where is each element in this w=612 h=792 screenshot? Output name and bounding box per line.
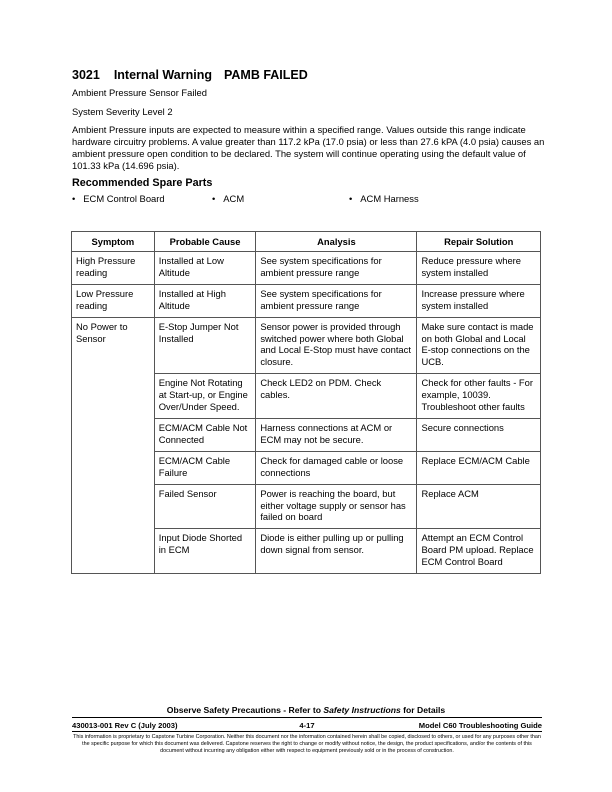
- solution-cell: Make sure contact is made on both Global and Local E-stop connections on the UCB.: [417, 317, 541, 374]
- header-repair-solution: Repair Solution: [417, 232, 541, 252]
- symptom-cell: [72, 418, 155, 451]
- cause-cell: Installed at High Altitude: [154, 284, 256, 317]
- analysis-cell: Check LED2 on PDM. Check cables.: [256, 374, 417, 419]
- footer-divider: [72, 717, 542, 718]
- cause-cell: ECM/ACM Cable Not Connected: [154, 418, 256, 451]
- event-name: PAMB FAILED: [223, 68, 308, 82]
- spare-part-item: • ACM: [212, 193, 245, 204]
- analysis-cell: Harness connections at ACM or ECM may not be secure.: [256, 418, 417, 451]
- solution-cell: Reduce pressure where system installed: [417, 252, 541, 285]
- table-row: [72, 529, 541, 574]
- solution-cell: Attempt an ECM Control Board PM upload. Replace ECM Control Board: [417, 529, 541, 574]
- symptom-cell: [72, 451, 155, 484]
- table-row: [72, 451, 541, 484]
- symptom-cell: [72, 529, 155, 574]
- header-probable-cause: Probable Cause: [154, 232, 256, 252]
- cause-cell: E-Stop Jumper Not Installed: [154, 317, 256, 374]
- cause-cell: Input Diode Shorted in ECM: [154, 529, 256, 574]
- spare-part-item: • ECM Control Board: [72, 193, 165, 204]
- table-header-row: [72, 232, 541, 252]
- document-number: 430013-001 Rev C (July 2003): [72, 721, 178, 730]
- table-row: [72, 317, 541, 374]
- analysis-cell: Sensor power is provided through switched power where both Global and Local E-Stop must have contact closure.: [256, 317, 417, 374]
- solution-cell: Replace ACM: [417, 484, 541, 529]
- troubleshooting-table: [71, 231, 541, 574]
- analysis-cell: Diode is either pulling up or pulling down signal from sensor.: [256, 529, 417, 574]
- solution-cell: Replace ECM/ACM Cable: [417, 451, 541, 484]
- event-code: 3021: [72, 68, 100, 82]
- cause-cell: ECM/ACM Cable Failure: [154, 451, 256, 484]
- event-description: Ambient Pressure Sensor Failed: [72, 87, 207, 98]
- safety-instructions-reference: Safety Instructions: [323, 705, 401, 715]
- symptom-cell: High Pressure reading: [72, 252, 155, 285]
- table-row: [72, 284, 541, 317]
- table-row: [72, 484, 541, 529]
- proprietary-disclaimer: This information is proprietary to Capstone Turbine Corporation. Neither this document nor the information contained herein shall be copied, disclosed to others, or used for any purposes other than the specific purpose for which this document was delivered. Capstone reserves the right to change or modify without notice, the design, the product specifications, and/or the contents of this document without incurring any obligation either with respect to equipment previously sold or in the process of construction.: [73, 734, 541, 754]
- analysis-cell: See system specifications for ambient pressure range: [256, 252, 417, 285]
- event-title: Internal Warning: [113, 68, 212, 82]
- severity-level: System Severity Level 2: [72, 106, 173, 117]
- footer-divider: [72, 731, 542, 732]
- analysis-cell: Check for damaged cable or loose connections: [256, 451, 417, 484]
- table-row: [72, 418, 541, 451]
- table-row: [72, 374, 541, 419]
- page-number: 4-17: [299, 721, 315, 730]
- solution-cell: Check for other faults - For example, 10039. Troubleshoot other faults: [417, 374, 541, 419]
- solution-cell: Increase pressure where system installed: [417, 284, 541, 317]
- description-paragraph: Ambient Pressure inputs are expected to measure within a specified range. Values outside this range indicate hardware circuitry problems. A value greater than 117.2 kPa (17.0 psia) or less than 27.6 kPA (4.0 psia) causes an ambient pressure open condition to be declared. The system will continue operating using the default value of 101.33 kPa (14.696 psia).: [72, 124, 545, 171]
- symptom-cell: [72, 374, 155, 419]
- spare-part-item: • ACM Harness: [349, 193, 419, 204]
- spare-parts-title: Recommended Spare Parts: [72, 177, 213, 189]
- cause-cell: Installed at Low Altitude: [154, 252, 256, 285]
- symptom-cell: Low Pressure reading: [72, 284, 155, 317]
- header-analysis: Analysis: [256, 232, 417, 252]
- safety-notice: Observe Safety Precautions - Refer to Safety Instructions for Details: [166, 705, 446, 715]
- solution-cell: Secure connections: [417, 418, 541, 451]
- guide-title: Model C60 Troubleshooting Guide: [418, 721, 542, 730]
- page-heading: [72, 68, 308, 82]
- header-symptom: Symptom: [72, 232, 155, 252]
- symptom-cell: [72, 484, 155, 529]
- table-row: [72, 252, 541, 285]
- analysis-cell: Power is reaching the board, but either voltage supply or sensor has failed on board: [256, 484, 417, 529]
- cause-cell: Failed Sensor: [154, 484, 256, 529]
- analysis-cell: See system specifications for ambient pressure range: [256, 284, 417, 317]
- symptom-cell: No Power to Sensor: [72, 317, 155, 374]
- cause-cell: Engine Not Rotating at Start-up, or Engine Over/Under Speed.: [154, 374, 256, 419]
